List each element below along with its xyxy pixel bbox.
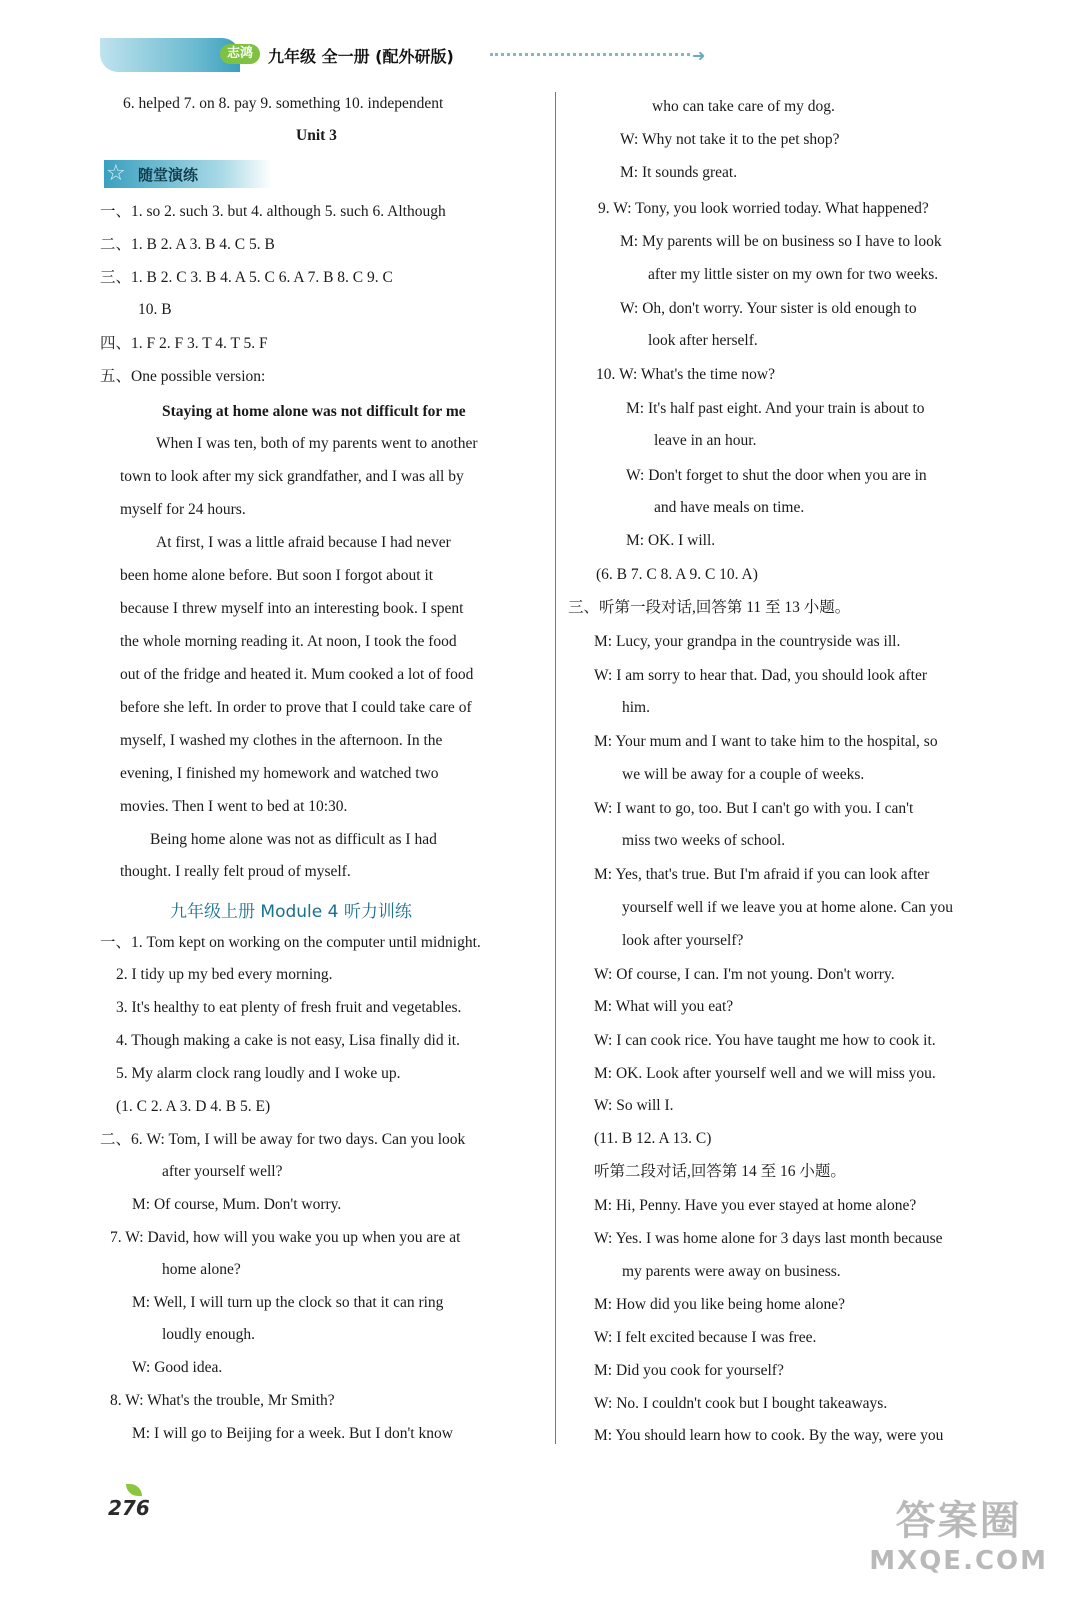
text-line: town to look after my sick grandfather, and I was all by — [120, 468, 464, 485]
text-line: W: No. I couldn't cook but I bought takeaways. — [594, 1395, 888, 1412]
text-line: 听第二段对话,回答第 14 至 16 小题。 — [594, 1163, 846, 1180]
text-line: W: I can cook rice. You have taught me how to cook it. — [594, 1032, 936, 1049]
text-line: look after herself. — [648, 332, 758, 349]
text-line: M: OK. I will. — [626, 532, 716, 549]
text-line: 10. B — [138, 301, 172, 318]
text-line: loudly enough. — [162, 1326, 255, 1343]
text-line: M: It sounds great. — [620, 164, 738, 181]
text-line: M: Your mum and I want to take him to the hospital, so — [594, 733, 938, 750]
text-line: 二、1. B 2. A 3. B 4. C 5. B — [100, 236, 275, 253]
text-line: 四、1. F 2. F 3. T 4. T 5. F — [100, 335, 268, 352]
text-line: thought. I really felt proud of myself. — [120, 863, 351, 880]
text-line: W: Of course, I can. I'm not young. Don't worry. — [594, 966, 895, 983]
text-line: M: Yes, that's true. But I'm afraid if you can look after — [594, 866, 930, 883]
watermark-line1: 答案圈 — [895, 1498, 1022, 1544]
text-line: myself, I washed my clothes in the afternoon. In the — [120, 732, 443, 749]
header-swoosh — [100, 38, 240, 72]
text-line: W: I felt excited because I was free. — [594, 1329, 817, 1346]
text-line: M: Lucy, your grandpa in the countryside was ill. — [594, 633, 901, 650]
text-line: myself for 24 hours. — [120, 501, 246, 518]
text-line: M: What will you eat? — [594, 998, 734, 1015]
text-line: (6. B 7. C 8. A 9. C 10. A) — [596, 566, 758, 583]
text-line: W: Oh, don't worry. Your sister is old enough to — [620, 300, 917, 317]
text-line: 8. W: What's the trouble, Mr Smith? — [110, 1392, 335, 1409]
section-banner-label: 随堂演练 — [138, 166, 199, 184]
text-line: Unit 3 — [296, 127, 337, 144]
listening-section-title: 九年级上册 Module 4 听力训练 — [170, 902, 412, 922]
text-line: 五、One possible version: — [100, 368, 266, 385]
text-line: before she left. In order to prove that I could take care of — [120, 699, 472, 716]
text-line: M: I will go to Beijing for a week. But I don't know — [132, 1425, 453, 1442]
text-line: been home alone before. But soon I forgot about it — [120, 567, 434, 584]
text-line: miss two weeks of school. — [622, 832, 786, 849]
text-line: W: So will I. — [594, 1097, 674, 1114]
text-line: leave in an hour. — [654, 432, 757, 449]
book-title: 九年级 全一册 (配外研版) — [268, 47, 454, 66]
text-line: my parents were away on business. — [622, 1263, 841, 1280]
text-line: M: Of course, Mum. Don't worry. — [132, 1196, 342, 1213]
text-line: 7. W: David, how will you wake you up when you are at — [110, 1229, 461, 1246]
text-line: 9. W: Tony, you look worried today. What happened? — [598, 200, 929, 217]
text-line: 4. Though making a cake is not easy, Lisa finally did it. — [116, 1032, 460, 1049]
watermark-line2: MXQE.COM — [869, 1546, 1048, 1576]
text-line: 三、1. B 2. C 3. B 4. A 5. C 6. A 7. B 8. C 9. C — [100, 269, 393, 286]
text-line: movies. Then I went to bed at 10:30. — [120, 798, 348, 815]
text-line: we will be away for a couple of weeks. — [622, 766, 865, 783]
arrow-right-icon: ➜ — [692, 46, 706, 65]
page-number — [108, 1496, 150, 1526]
text-line: M: OK. Look after yourself well and we will miss you. — [594, 1065, 936, 1082]
text-line: 一、1. Tom kept on working on the computer until midnight. — [100, 934, 481, 951]
text-line: (11. B 12. A 13. C) — [594, 1130, 712, 1147]
text-line: W: Yes. I was home alone for 3 days last month because — [594, 1230, 943, 1247]
text-line: 5. My alarm clock rang loudly and I woke up. — [116, 1065, 401, 1082]
text-line: M: You should learn how to cook. By the way, were you — [594, 1427, 944, 1444]
text-line: M: Hi, Penny. Have you ever stayed at home alone? — [594, 1197, 917, 1214]
section-banner — [104, 160, 272, 188]
text-line: 3. It's healthy to eat plenty of fresh fruit and vegetables. — [116, 999, 462, 1016]
column-divider — [555, 92, 556, 1444]
text-line: M: Did you cook for yourself? — [594, 1362, 784, 1379]
watermark — [869, 1489, 1048, 1576]
text-line: after my little sister on my own for two weeks. — [648, 266, 939, 283]
text-line: M: My parents will be on business so I have to look — [620, 233, 942, 250]
text-line: W: I want to go, too. But I can't go with you. I can't — [594, 800, 914, 817]
text-line: W: Don't forget to shut the door when you are in — [626, 467, 927, 484]
text-line: home alone? — [162, 1261, 241, 1278]
text-line: M: How did you like being home alone? — [594, 1296, 845, 1313]
text-line: Staying at home alone was not difficult for me — [162, 403, 466, 420]
text-line: At first, I was a little afraid because I had never — [156, 534, 451, 551]
text-line: 三、听第一段对话,回答第 11 至 13 小题。 — [568, 599, 851, 616]
header-dotted-rule — [490, 53, 690, 56]
star-icon: ☆ — [106, 161, 126, 186]
text-line: 一、1. so 2. such 3. but 4. although 5. such 6. Although — [100, 203, 446, 220]
text-line: 6. helped 7. on 8. pay 9. something 10. independent — [123, 95, 444, 112]
text-line: 二、6. W: Tom, I will be away for two days. Can you look — [100, 1131, 466, 1148]
text-line: W: Good idea. — [132, 1359, 223, 1376]
text-line: Being home alone was not as difficult as I had — [150, 831, 437, 848]
text-line: after yourself well? — [162, 1163, 283, 1180]
page-header — [100, 38, 720, 74]
text-line: and have meals on time. — [654, 499, 805, 516]
leaf-icon — [126, 1484, 142, 1496]
text-line: M: Well, I will turn up the clock so that it can ring — [132, 1294, 444, 1311]
text-line: who can take care of my dog. — [652, 98, 835, 115]
text-line: (1. C 2. A 3. D 4. B 5. E) — [116, 1098, 271, 1115]
text-line: yourself well if we leave you at home alone. Can you — [622, 899, 953, 916]
brand-logo: 志鸿 — [220, 44, 260, 64]
text-line: out of the fridge and heated it. Mum cooked a lot of food — [120, 666, 474, 683]
text-line: M: It's half past eight. And your train is about to — [626, 400, 925, 417]
text-line: because I threw myself into an interesting book. I spent — [120, 600, 464, 617]
text-line: 10. W: What's the time now? — [596, 366, 775, 383]
text-line: the whole morning reading it. At noon, I took the food — [120, 633, 457, 650]
text-line: W: Why not take it to the pet shop? — [620, 131, 840, 148]
text-line: evening, I finished my homework and watched two — [120, 765, 439, 782]
page-number-text: 276 — [108, 1496, 150, 1520]
text-line: When I was ten, both of my parents went to another — [156, 435, 478, 452]
text-line: look after yourself? — [622, 932, 744, 949]
text-line: 2. I tidy up my bed every morning. — [116, 966, 333, 983]
text-line: him. — [622, 699, 650, 716]
text-line: W: I am sorry to hear that. Dad, you should look after — [594, 667, 928, 684]
